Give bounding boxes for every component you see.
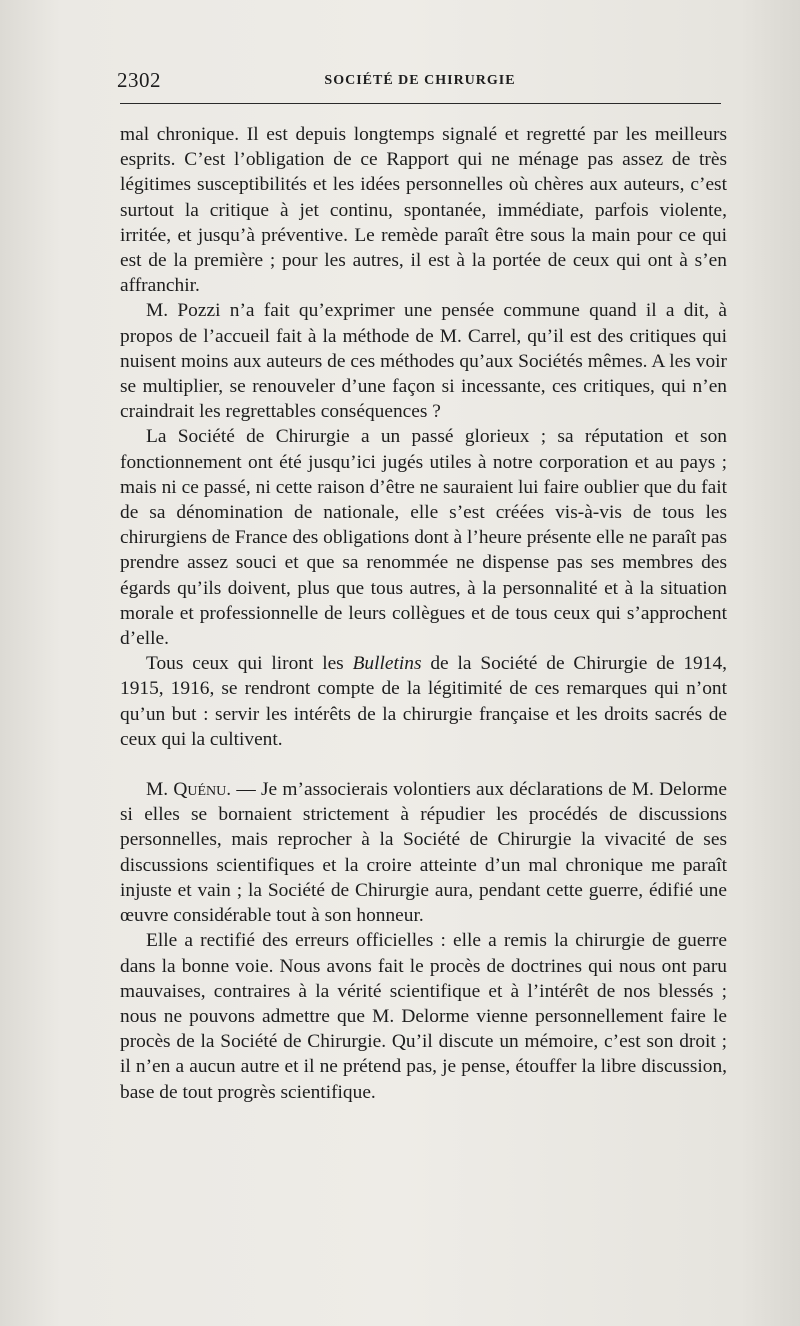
body-text — [120, 122, 727, 1105]
paragraph-4-text-end: de la Société de Chirurgie de 1914, 1915, 1916, se rendront compte de la légitimité de ces remarques qui n’ont qu’un but : servir les intérêts de la chirurgie française et les droits sacrés de ceux qui la cultivent. — [120, 653, 727, 750]
speaker-prefix: M. — [146, 779, 174, 801]
paragraph-1: mal chronique. Il est depuis longtemps signalé et regretté par les meilleurs esprits. C’est l’obligation de ce Rapport qui ne ménage pas assez de très légitimes susceptibilités et les idées personnelles où chères aux auteurs, c’est surtout la critique à jet continu, spontanée, immédiate, parfois violente, irritée, et jusqu’à préventive. Le remède paraît être sous la main pour ce qui est de la première ; pour les autres, il est à la portée de ceux qui ont à s’en affranchir. — [120, 124, 727, 297]
page-header — [117, 68, 723, 98]
page-number: 2302 — [117, 68, 161, 92]
bulletins-title: Bulletins — [352, 653, 422, 675]
paragraph-3: La Société de Chirurgie a un passé glorieux ; sa réputation et son fonctionnement ont été jusqu’ici jugés utiles à notre corporation et au pays ; mais ni ce passé, ni cette raison d’être ne sauraient lui faire oublier que du fait de sa dénomination de nationale, elle s’est créées vis-à-vis de tous les chirurgiens de France des obligations dont à l’heure présente elle ne paraît pas prendre assez souci et que sa renommée ne dispense pas ses membres des égards qu’ils doivent, plus que tous autres, à la personnalité et à la situation morale et professionnelle de leurs collègues et de tous ceux qui s’approchent d’elle. — [120, 426, 727, 650]
paragraph-5-text: — Je m’associerais volontiers aux déclarations de M. Delorme si elles se bornaient strictement à répudier les procédés de discussions personnelles, mais reprocher à la Société de Chirurgie la vivacité de ses discussions scientifiques et la croire atteinte d’un mal chronique me paraît injuste et vain ; la Société de Chirurgie aura, pendant cette guerre, édifié une œuvre considérable tout à son honneur. — [120, 779, 727, 927]
paragraph-4 — [120, 651, 727, 752]
header-rule — [120, 103, 721, 104]
paragraph-2: M. Pozzi n’a fait qu’exprimer une pensée commune quand il a dit, à propos de l’accueil fait à la méthode de M. Carrel, qu’il est des critiques qui nuisent moins aux auteurs de ces méthodes qu’aux Sociétés mêmes. A les voir se multiplier, se renouveler d’une façon si incessante, ces critiques, qui n’en craindrait les regrettables conséquences ? — [120, 300, 727, 423]
speaker-name: Quénu. — [173, 779, 232, 801]
paragraph-4-text-start: Tous ceux qui liront les — [146, 653, 353, 675]
paragraph-5 — [120, 777, 727, 928]
running-title: SOCIÉTÉ DE CHIRURGIE — [324, 73, 516, 88]
paragraph-6: Elle a rectifié des erreurs officielles : elle a remis la chirurgie de guerre dans la bonne voie. Nous avons fait le procès de doctrines qui nous ont paru mauvaises, contraires à la vérité scientifique et à l’intérêt de nos blessés ; nous ne pouvons admettre que M. Delorme vienne personnellement faire le procès de la Société de Chirurgie. Qu’il discute un mémoire, c’est son droit ; il n’en a aucun autre et il ne prétend pas, je pense, étouffer la libre discussion, base de tout progrès scientifique. — [120, 930, 727, 1103]
